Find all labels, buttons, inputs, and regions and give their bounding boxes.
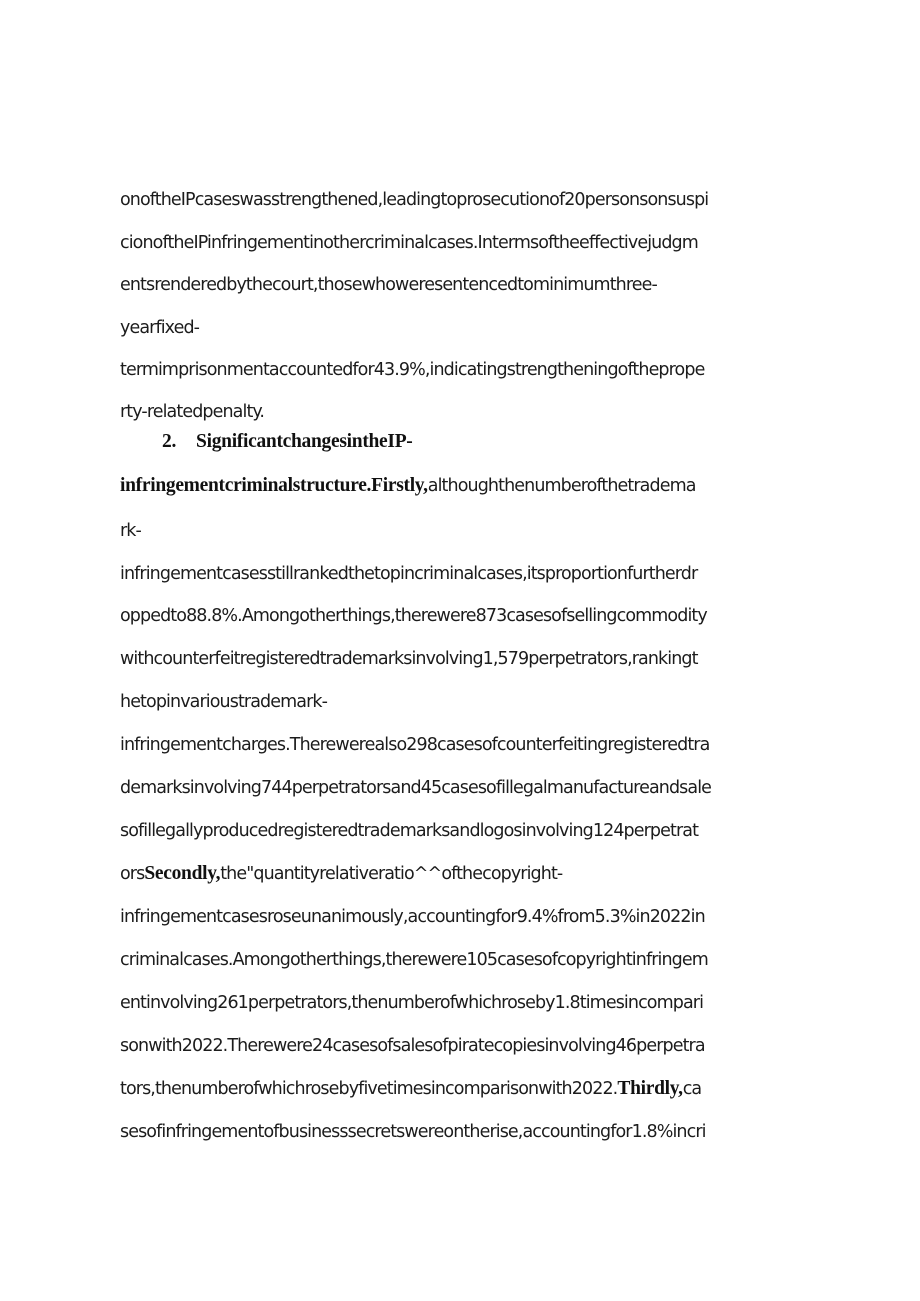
text-line <box>120 400 820 424</box>
line-text: onoftheIPcaseswasstrengthened,leadingtoprosecutionof20personsonsuspi <box>120 190 709 210</box>
line-text: the"quantityrelativeratio^^ofthecopyright- <box>220 864 563 884</box>
line-text: oppedto88.8%.Amongotherthings,therewere873casesofsellingcommodity <box>120 606 707 626</box>
line-text: infringementcasesroseunanimously,accountingfor9.4%from5.3%in2022in <box>120 907 705 927</box>
line-text: demarksinvolving744perpetratorsand45casesofillegalmanufactureandsale <box>120 778 712 798</box>
section-number: 2. <box>162 431 177 452</box>
line-text: sofillegallyproducedregisteredtrademarksandlogosinvolving124perpetrat <box>120 821 699 841</box>
text-line <box>120 1034 820 1058</box>
text-line <box>120 905 820 929</box>
text-line <box>120 316 820 340</box>
text-line <box>120 519 820 543</box>
text-line <box>120 231 820 255</box>
line-text: rk- <box>120 521 141 541</box>
bold-phrase: Thirdly, <box>617 1078 683 1099</box>
line-text: rty-relatedpenalty. <box>120 402 265 422</box>
text-line <box>120 862 820 886</box>
text-line <box>120 690 820 714</box>
line-text: ca <box>682 1079 702 1099</box>
text-line <box>120 819 820 843</box>
line-text: hetopinvarioustrademark- <box>120 692 328 712</box>
line-text: cionoftheIPinfringementinothercriminalcases.Intermsoftheeffectivejudgm <box>120 233 698 253</box>
text-line <box>120 358 820 382</box>
line-text: infringementcasesstillrankedthetopincriminalcases,itsproportionfurtherdr <box>120 564 698 584</box>
text-line <box>120 1120 820 1144</box>
line-text: tors,thenumberofwhichrosebyfivetimesincomparisonwith2022. <box>120 1079 618 1099</box>
text-line <box>120 733 820 757</box>
line-text: sesofinfringementofbusinesssecretswereontherise,accountingfor1.8%incri <box>120 1122 706 1142</box>
line-text: entinvolving261perpetrators,thenumberofwhichroseby1.8timesincompari <box>120 993 704 1013</box>
line-text: withcounterfeitregisteredtrademarksinvolving1,579perpetrators,rankingt <box>120 649 698 669</box>
text-line <box>120 948 820 972</box>
bold-phrase: Secondly, <box>144 863 221 884</box>
text-line <box>120 188 820 212</box>
line-text: entsrenderedbythecourt,thosewhoweresentencedtominimumthree- <box>120 275 657 295</box>
text-line <box>120 776 820 800</box>
text-line <box>120 474 820 498</box>
bold-phrase: infringementcriminalstructure.Firstly, <box>120 475 428 496</box>
line-text: sonwith2022.Therewere24casesofsalesofpiratecopiesinvolving46perpetra <box>120 1036 705 1056</box>
text-line <box>120 562 820 586</box>
text-line <box>120 1077 820 1101</box>
text-line <box>120 991 820 1015</box>
section-heading <box>162 430 862 454</box>
line-text: yearfixed- <box>120 318 200 338</box>
line-text: criminalcases.Amongotherthings,therewere105casesofcopyrightinfringem <box>120 950 708 970</box>
line-text: althoughthenumberofthetradema <box>427 476 696 496</box>
line-text: termimprisonmentaccountedfor43.9%,indicatingstrengtheningoftheprope <box>120 360 705 380</box>
section-title: SignificantchangesintheIP- <box>196 431 413 452</box>
line-text: ors <box>120 864 145 884</box>
line-text: infringementcharges.Therewerealso298casesofcounterfeitingregisteredtra <box>120 735 710 755</box>
text-line <box>120 647 820 671</box>
text-line <box>120 604 820 628</box>
text-line <box>120 273 820 297</box>
